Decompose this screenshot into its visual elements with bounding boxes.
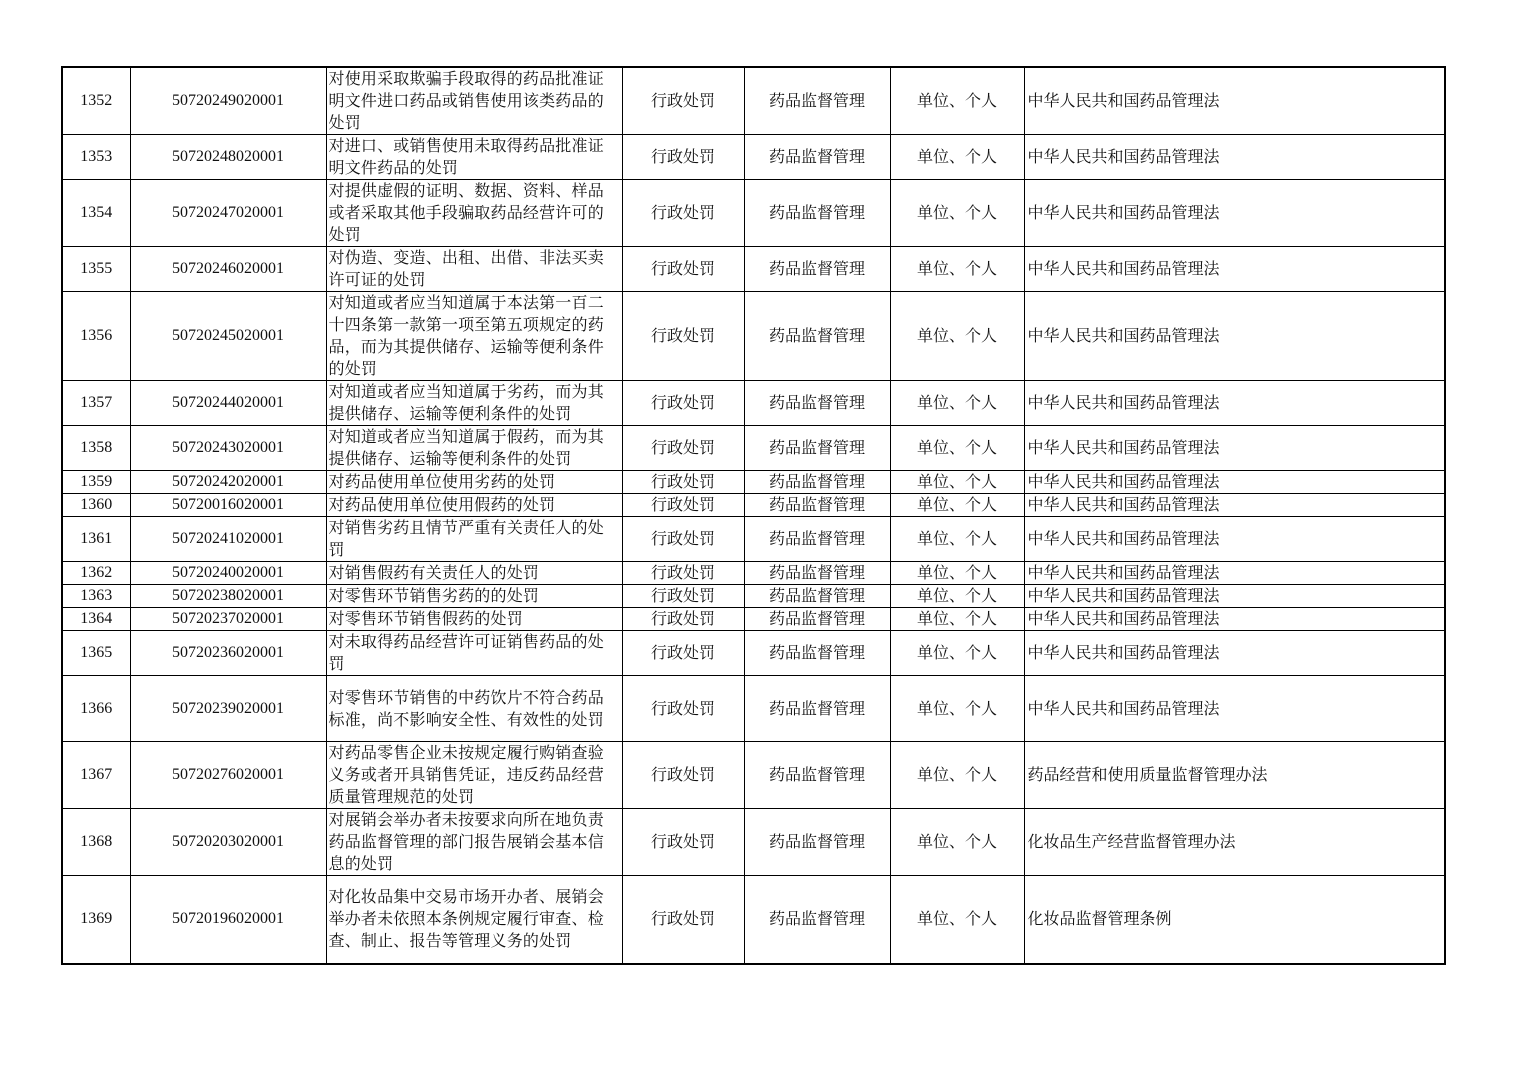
item-name-cell: 对销售假药有关责任人的处罚 <box>326 562 622 585</box>
item-name-cell: 对知道或者应当知道属于假药，而为其提供储存、运输等便利条件的处罚 <box>326 426 622 471</box>
regulation-table <box>61 66 1446 965</box>
row-number-cell: 1360 <box>62 494 130 517</box>
table-row <box>62 742 1445 809</box>
power-type-cell: 行政处罚 <box>622 471 744 494</box>
item-code-cell: 50720247020001 <box>130 180 326 247</box>
category-cell: 药品监督管理 <box>744 247 890 292</box>
table-row <box>62 292 1445 381</box>
item-name-cell: 对未取得药品经营许可证销售药品的处罚 <box>326 631 622 676</box>
row-number-cell: 1362 <box>62 562 130 585</box>
row-number-cell: 1361 <box>62 517 130 562</box>
legal-basis-cell: 中华人民共和国药品管理法 <box>1024 631 1445 676</box>
table-row <box>62 585 1445 608</box>
power-type-cell: 行政处罚 <box>622 608 744 631</box>
item-code-cell: 50720241020001 <box>130 517 326 562</box>
row-number-cell: 1366 <box>62 676 130 742</box>
category-cell: 药品监督管理 <box>744 517 890 562</box>
item-name-cell: 对提供虚假的证明、数据、资料、样品或者采取其他手段骗取药品经营许可的处罚 <box>326 180 622 247</box>
target-object-cell: 单位、个人 <box>890 381 1024 426</box>
table-row <box>62 494 1445 517</box>
table-row <box>62 517 1445 562</box>
row-number-cell: 1364 <box>62 608 130 631</box>
power-type-cell: 行政处罚 <box>622 426 744 471</box>
item-code-cell: 50720248020001 <box>130 135 326 180</box>
category-cell: 药品监督管理 <box>744 742 890 809</box>
row-number-cell: 1356 <box>62 292 130 381</box>
item-code-cell: 50720240020001 <box>130 562 326 585</box>
legal-basis-cell: 中华人民共和国药品管理法 <box>1024 67 1445 135</box>
item-name-cell: 对展销会举办者未按要求向所在地负责药品监督管理的部门报告展销会基本信息的处罚 <box>326 809 622 876</box>
legal-basis-cell: 中华人民共和国药品管理法 <box>1024 471 1445 494</box>
table-row <box>62 67 1445 135</box>
category-cell: 药品监督管理 <box>744 180 890 247</box>
target-object-cell: 单位、个人 <box>890 585 1024 608</box>
legal-basis-cell: 中华人民共和国药品管理法 <box>1024 292 1445 381</box>
legal-basis-cell: 中华人民共和国药品管理法 <box>1024 676 1445 742</box>
power-type-cell: 行政处罚 <box>622 876 744 964</box>
item-name-cell: 对零售环节销售假药的处罚 <box>326 608 622 631</box>
target-object-cell: 单位、个人 <box>890 292 1024 381</box>
item-name-cell: 对药品零售企业未按规定履行购销查验义务或者开具销售凭证，违反药品经营质量管理规范的处罚 <box>326 742 622 809</box>
target-object-cell: 单位、个人 <box>890 562 1024 585</box>
legal-basis-cell: 中华人民共和国药品管理法 <box>1024 608 1445 631</box>
table-row <box>62 135 1445 180</box>
item-code-cell: 50720246020001 <box>130 247 326 292</box>
category-cell: 药品监督管理 <box>744 292 890 381</box>
category-cell: 药品监督管理 <box>744 631 890 676</box>
table-row <box>62 608 1445 631</box>
target-object-cell: 单位、个人 <box>890 471 1024 494</box>
target-object-cell: 单位、个人 <box>890 608 1024 631</box>
row-number-cell: 1357 <box>62 381 130 426</box>
item-name-cell: 对知道或者应当知道属于劣药，而为其提供储存、运输等便利条件的处罚 <box>326 381 622 426</box>
power-type-cell: 行政处罚 <box>622 135 744 180</box>
category-cell: 药品监督管理 <box>744 562 890 585</box>
table-row <box>62 180 1445 247</box>
target-object-cell: 单位、个人 <box>890 135 1024 180</box>
item-name-cell: 对使用采取欺骗手段取得的药品批准证明文件进口药品或销售使用该类药品的处罚 <box>326 67 622 135</box>
power-type-cell: 行政处罚 <box>622 517 744 562</box>
item-code-cell: 50720276020001 <box>130 742 326 809</box>
legal-basis-cell: 中华人民共和国药品管理法 <box>1024 562 1445 585</box>
target-object-cell: 单位、个人 <box>890 742 1024 809</box>
table-row <box>62 426 1445 471</box>
item-name-cell: 对化妆品集中交易市场开办者、展销会举办者未依照本条例规定履行审查、检查、制止、报告等管理义务的处罚 <box>326 876 622 964</box>
target-object-cell: 单位、个人 <box>890 809 1024 876</box>
row-number-cell: 1355 <box>62 247 130 292</box>
legal-basis-cell: 中华人民共和国药品管理法 <box>1024 426 1445 471</box>
item-name-cell: 对伪造、变造、出租、出借、非法买卖许可证的处罚 <box>326 247 622 292</box>
power-type-cell: 行政处罚 <box>622 631 744 676</box>
item-code-cell: 50720249020001 <box>130 67 326 135</box>
power-type-cell: 行政处罚 <box>622 292 744 381</box>
category-cell: 药品监督管理 <box>744 608 890 631</box>
item-name-cell: 对药品使用单位使用劣药的处罚 <box>326 471 622 494</box>
row-number-cell: 1352 <box>62 67 130 135</box>
legal-basis-cell: 中华人民共和国药品管理法 <box>1024 180 1445 247</box>
category-cell: 药品监督管理 <box>744 426 890 471</box>
item-code-cell: 50720244020001 <box>130 381 326 426</box>
category-cell: 药品监督管理 <box>744 876 890 964</box>
row-number-cell: 1367 <box>62 742 130 809</box>
power-type-cell: 行政处罚 <box>622 180 744 247</box>
item-code-cell: 50720016020001 <box>130 494 326 517</box>
legal-basis-cell: 中华人民共和国药品管理法 <box>1024 135 1445 180</box>
category-cell: 药品监督管理 <box>744 809 890 876</box>
legal-basis-cell: 中华人民共和国药品管理法 <box>1024 247 1445 292</box>
row-number-cell: 1358 <box>62 426 130 471</box>
target-object-cell: 单位、个人 <box>890 876 1024 964</box>
table-row <box>62 631 1445 676</box>
target-object-cell: 单位、个人 <box>890 517 1024 562</box>
legal-basis-cell: 化妆品监督管理条例 <box>1024 876 1445 964</box>
item-name-cell: 对进口、或销售使用未取得药品批准证明文件药品的处罚 <box>326 135 622 180</box>
row-number-cell: 1363 <box>62 585 130 608</box>
row-number-cell: 1368 <box>62 809 130 876</box>
target-object-cell: 单位、个人 <box>890 247 1024 292</box>
target-object-cell: 单位、个人 <box>890 676 1024 742</box>
table-row <box>62 471 1445 494</box>
row-number-cell: 1369 <box>62 876 130 964</box>
row-number-cell: 1365 <box>62 631 130 676</box>
power-type-cell: 行政处罚 <box>622 247 744 292</box>
item-code-cell: 50720239020001 <box>130 676 326 742</box>
item-code-cell: 50720236020001 <box>130 631 326 676</box>
power-type-cell: 行政处罚 <box>622 494 744 517</box>
category-cell: 药品监督管理 <box>744 471 890 494</box>
table-row <box>62 876 1445 964</box>
power-type-cell: 行政处罚 <box>622 585 744 608</box>
table-row <box>62 247 1445 292</box>
category-cell: 药品监督管理 <box>744 67 890 135</box>
category-cell: 药品监督管理 <box>744 676 890 742</box>
row-number-cell: 1354 <box>62 180 130 247</box>
item-code-cell: 50720243020001 <box>130 426 326 471</box>
table-row <box>62 562 1445 585</box>
category-cell: 药品监督管理 <box>744 585 890 608</box>
row-number-cell: 1359 <box>62 471 130 494</box>
legal-basis-cell: 中华人民共和国药品管理法 <box>1024 585 1445 608</box>
power-type-cell: 行政处罚 <box>622 67 744 135</box>
power-type-cell: 行政处罚 <box>622 381 744 426</box>
legal-basis-cell: 中华人民共和国药品管理法 <box>1024 494 1445 517</box>
target-object-cell: 单位、个人 <box>890 426 1024 471</box>
item-code-cell: 50720237020001 <box>130 608 326 631</box>
legal-basis-cell: 中华人民共和国药品管理法 <box>1024 517 1445 562</box>
power-type-cell: 行政处罚 <box>622 676 744 742</box>
target-object-cell: 单位、个人 <box>890 67 1024 135</box>
legal-basis-cell: 化妆品生产经营监督管理办法 <box>1024 809 1445 876</box>
item-name-cell: 对知道或者应当知道属于本法第一百二十四条第一款第一项至第五项规定的药品，而为其提供储存、运输等便利条件的处罚 <box>326 292 622 381</box>
table-row <box>62 809 1445 876</box>
power-type-cell: 行政处罚 <box>622 809 744 876</box>
item-code-cell: 50720242020001 <box>130 471 326 494</box>
item-code-cell: 50720203020001 <box>130 809 326 876</box>
table-body <box>62 67 1445 964</box>
item-name-cell: 对零售环节销售的中药饮片不符合药品标准，尚不影响安全性、有效性的处罚 <box>326 676 622 742</box>
item-name-cell: 对销售劣药且情节严重有关责任人的处罚 <box>326 517 622 562</box>
item-name-cell: 对药品使用单位使用假药的处罚 <box>326 494 622 517</box>
category-cell: 药品监督管理 <box>744 135 890 180</box>
item-code-cell: 50720238020001 <box>130 585 326 608</box>
power-type-cell: 行政处罚 <box>622 562 744 585</box>
item-code-cell: 50720196020001 <box>130 876 326 964</box>
target-object-cell: 单位、个人 <box>890 494 1024 517</box>
category-cell: 药品监督管理 <box>744 494 890 517</box>
target-object-cell: 单位、个人 <box>890 180 1024 247</box>
item-code-cell: 50720245020001 <box>130 292 326 381</box>
table-row <box>62 381 1445 426</box>
item-name-cell: 对零售环节销售劣药的的处罚 <box>326 585 622 608</box>
target-object-cell: 单位、个人 <box>890 631 1024 676</box>
category-cell: 药品监督管理 <box>744 381 890 426</box>
power-type-cell: 行政处罚 <box>622 742 744 809</box>
legal-basis-cell: 中华人民共和国药品管理法 <box>1024 381 1445 426</box>
row-number-cell: 1353 <box>62 135 130 180</box>
legal-basis-cell: 药品经营和使用质量监督管理办法 <box>1024 742 1445 809</box>
table-row <box>62 676 1445 742</box>
